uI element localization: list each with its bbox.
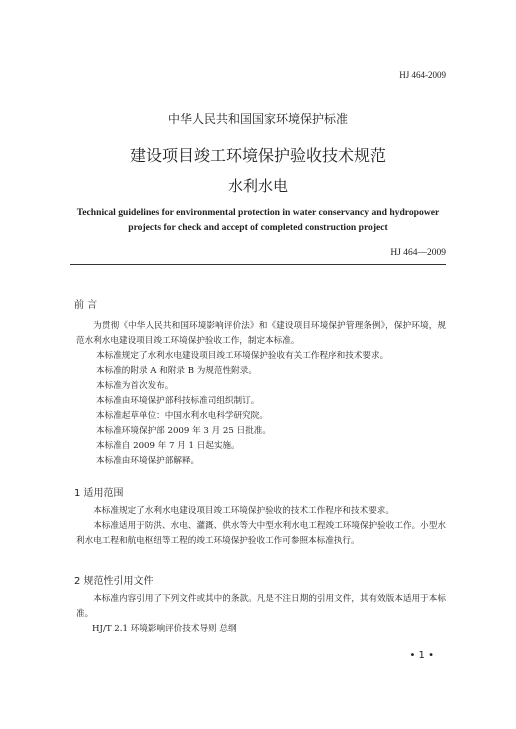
- standard-code-top: HJ 464-2009: [399, 70, 446, 80]
- foreword-paragraph: 为贯彻《中华人民共和国环境影响评价法》和《建设项目环境保护管理条例》，保护环境，规范水利水电建设项目竣工环境保护验收工作，制定本标准。: [76, 321, 446, 346]
- english-title: Technical guidelines for environmental protection in water conservancy and hydropower projects for check and accept of completed construction project: [76, 207, 440, 233]
- section-1-heading: 1 适用范围: [74, 488, 124, 499]
- section-1-paragraph: 本标准规定了水利水电建设项目竣工环境保护验收的技术工作程序和技术要求。: [93, 506, 394, 516]
- issuing-organization: 中华人民共和国国家环境保护标准: [167, 112, 348, 126]
- page-number: • 1 •: [409, 650, 434, 661]
- document-subtitle: 水利水电: [227, 177, 288, 195]
- foreword-line: 本标准环境保护部 2009 年 3 月 25 日批准。: [96, 426, 271, 436]
- foreword-line: 本标准起草单位：中国水利水电科学研究院。: [96, 411, 268, 421]
- foreword-line: 本标准由环境保护部解释。: [96, 456, 200, 466]
- foreword-heading: 前 言: [74, 300, 98, 311]
- document-title: 建设项目竣工环境保护验收技术规范: [129, 146, 386, 165]
- reference-item: HJ/T 2.1 环境影响评价技术导则 总纲: [92, 624, 237, 634]
- section-1-paragraph: 本标准适用于防洪、水电、灌溉、供水等大中型水利水电工程竣工环境保护验收工作。小型水利水电工程和航电枢纽等工程的竣工环境保护验收工作可参照本标准执行。: [76, 521, 446, 546]
- foreword-line: 本标准由环境保护部科技标准司组织制订。: [96, 396, 260, 406]
- foreword-line: 本标准为首次发布。: [96, 381, 174, 391]
- standard-code: HJ 464—2009: [390, 248, 446, 258]
- section-2-heading: 2 规范性引用文件: [74, 576, 154, 587]
- header-divider: [70, 264, 446, 265]
- foreword-line: 本标准规定了水利水电建设项目竣工环境保护验收有关工作程序和技术要求。: [96, 351, 389, 361]
- section-2-paragraph: 本标准内容引用了下列文件或其中的条款。凡是不注日期的引用文件，其有效版本适用于本标准。: [76, 594, 446, 619]
- foreword-line: 本标准自 2009 年 7 月 1 日起实施。: [96, 441, 240, 451]
- foreword-line: 本标准的附录 A 和附录 B 为规范性附录。: [96, 366, 257, 376]
